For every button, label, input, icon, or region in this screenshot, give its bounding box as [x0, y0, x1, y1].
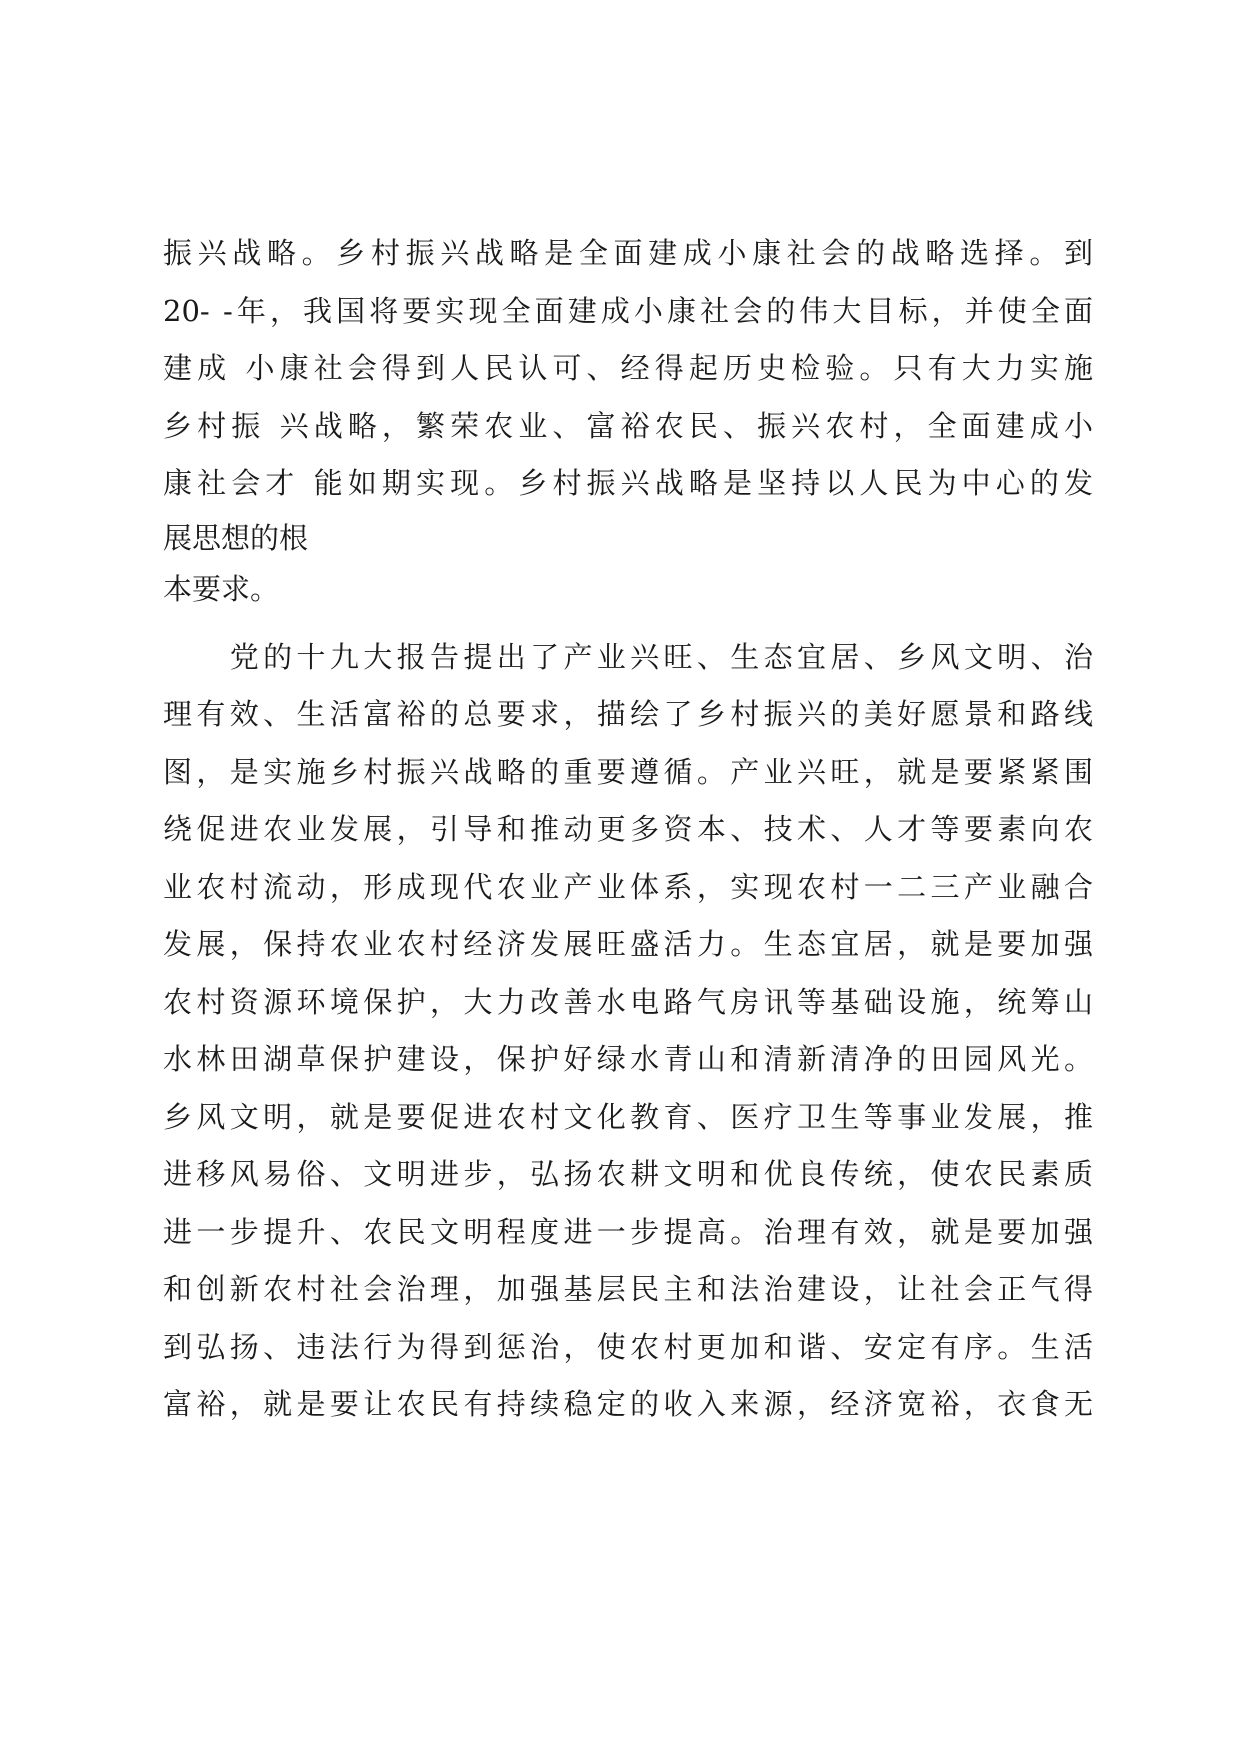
text-line: 进一步提升、农民文明程度进一步提高。治理有效，就是要加强 — [163, 1214, 1093, 1249]
text-line: 乡村振 兴战略，繁荣农业、富裕农民、振兴农村，全面建成小 — [163, 408, 1093, 443]
text-line: 发展，保持农业农村经济发展旺盛活力。生态宜居，就是要加强 — [163, 927, 1093, 961]
text-line: 本要求。 — [163, 571, 280, 606]
text-line: 和创新农村社会治理，加强基层民主和法治建设，让社会正气得 — [163, 1272, 1093, 1306]
text-line: 进移风易俗、文明进步，弘扬农耕文明和优良传统，使农民素质 — [163, 1157, 1093, 1191]
text-line: 图，是实施乡村振兴战略的重要遵循。产业兴旺，就是要紧紧围 — [163, 754, 1093, 789]
text-line: 20- -年，我国将要实现全面建成小康社会的伟大目标，并使全面 — [163, 293, 1093, 328]
text-line: 展思想的根 — [163, 520, 309, 555]
text-line: 富裕，就是要让农民有持续稳定的收入来源，经济宽裕，衣食无 — [163, 1387, 1093, 1421]
document-body — [163, 225, 1093, 1434]
paragraph-gap — [163, 615, 1093, 629]
text-line: 业农村流动，形成现代农业产业体系，实现农村一二三产业融合 — [163, 869, 1093, 904]
text-line: 绕促进农业发展，引导和推动更多资本、技术、人才等要素向农 — [163, 812, 1093, 846]
text-line: 建成 小康社会得到人民认可、经得起历史检验。只有大力实施 — [163, 351, 1093, 385]
paragraph — [163, 629, 1093, 1434]
paragraph — [163, 225, 1093, 615]
text-line: 到弘扬、违法行为得到惩治，使农村更加和谐、安定有序。生活 — [163, 1329, 1093, 1364]
text-line: 乡风文明，就是要促进农村文化教育、医疗卫生等事业发展，推 — [163, 1099, 1093, 1134]
text-line: 水林田湖草保护建设，保护好绿水青山和清新清净的田园风光。 — [163, 1042, 1093, 1076]
text-line: 农村资源环境保护，大力改善水电路气房讯等基础设施，统筹山 — [163, 984, 1093, 1019]
text-line: 康社会才 能如期实现。乡村振兴战略是坚持以人民为中心的发 — [163, 466, 1093, 500]
text-line: 党的十九大报告提出了产业兴旺、生态宜居、乡风文明、治 — [163, 639, 1093, 674]
text-line: 振兴战略。乡村振兴战略是全面建成小康社会的战略选择。到 — [163, 236, 1093, 270]
text-line: 理有效、生活富裕的总要求，描绘了乡村振兴的美好愿景和路线 — [163, 697, 1093, 731]
